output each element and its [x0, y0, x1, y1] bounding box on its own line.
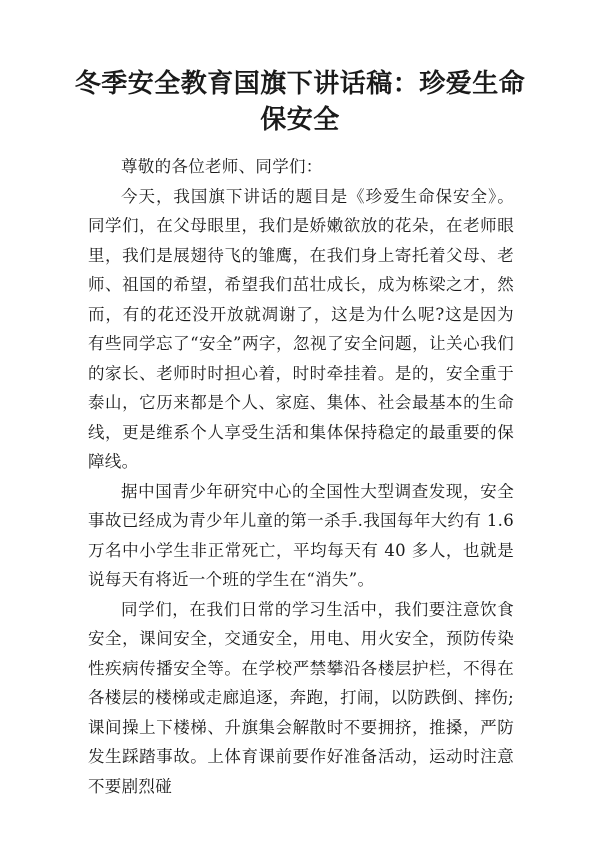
body-paragraph: 今天，我国旗下讲话的题目是《珍爱生命保安全》。同学们，在父母眼里，我们是娇嫩欲放的花朵，在老师眼里，我们是展翅待飞的雏鹰，在我们身上寄托着父母、老师、祖国的希望，希望我们茁壮成长，成为栋梁之才，然而，有的花还没开放就凋谢了，这是为什么呢?这是因为有些同学忘了“安全”两字，忽视了安全问题，让关心我们的家长、老师时时担心着，时时牵挂着。是的，安全重于泰山，它历来都是个人、家庭、集体、社会最基本的生命线，更是维系个人享受生活和集体保持稳定的最重要的保障线。 [88, 186, 514, 471]
body-paragraph: 据中国青少年研究中心的全国性大型调查发现，安全事故已经成为青少年儿童的第一杀手.我国每年大约有 1.6 万名中小学生非正常死亡，平均每天有 40 多人，也就是说每天有将近一个班的学生在“消失”。 [88, 481, 514, 589]
document-title: 冬季安全教育国旗下讲话稿：珍爱生命保安全 [74, 69, 526, 135]
body-paragraph: 同学们，在我们日常的学习生活中，我们要注意饮食安全，课间安全，交通安全，用电、用火安全，预防传染性疾病传播安全等。在学校严禁攀沿各楼层护栏，不得在各楼层的楼梯或走廊追逐，奔跑，打闹，以防跌倒、摔伤;课间操上下楼梯、升旗集会解散时不要拥挤，推搡，严防发生踩踏事故。上体育课前要作好准备活动，运动时注意不要剧烈碰 [88, 599, 514, 796]
document-body [88, 152, 514, 801]
salutation-paragraph: 尊敬的各位老师、同学们： [121, 157, 323, 176]
